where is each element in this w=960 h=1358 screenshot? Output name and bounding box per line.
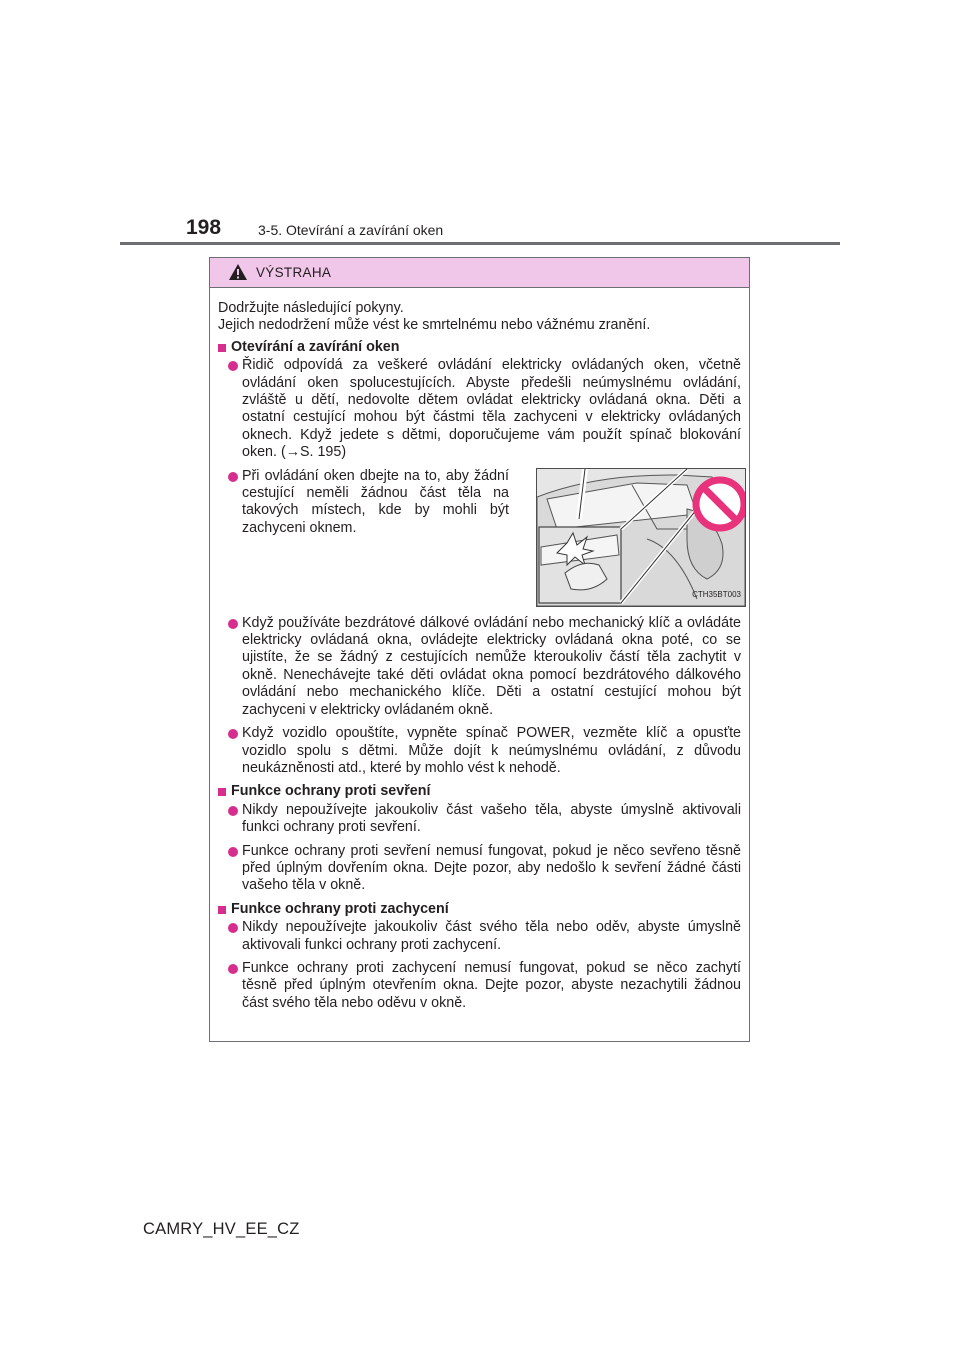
bullet-dot-icon bbox=[228, 729, 238, 739]
square-bullet-icon bbox=[218, 344, 226, 352]
bullet-dot-icon bbox=[228, 472, 238, 482]
intro-text bbox=[218, 300, 741, 335]
section-heading: Funkce ochrany proti sevření bbox=[218, 783, 741, 800]
warning-box bbox=[209, 257, 750, 1042]
intro-line-2: Jejich nedodržení může vést ke smrtelnému nebo vážnému zranění. bbox=[218, 317, 651, 334]
warning-triangle-icon bbox=[228, 263, 248, 281]
model-code: CAMRY_HV_EE_CZ bbox=[143, 1220, 300, 1238]
bullet-dot-icon bbox=[228, 964, 238, 974]
warning-body bbox=[210, 288, 749, 1012]
bullet-dot-icon bbox=[228, 806, 238, 816]
section-title: 3-5. Otevírání a zavírání oken bbox=[258, 222, 444, 238]
list-item: Funkce ochrany proti zachycení nemusí fungovat, pokud se něco zachytí těsně před úplným otevřením okna. Dejte pozor, abyste nezachytili žádnou část svého těla nebo oděvu v okně. bbox=[218, 960, 741, 1012]
bullet-dot-icon bbox=[228, 923, 238, 933]
intro-line-1: Dodržujte následující pokyny. bbox=[218, 300, 404, 316]
page-number: 198 bbox=[186, 216, 222, 239]
list-item: Při ovládání oken dbejte na to, aby žádní cestující neměli žádnou část těla na takových místech, kde by mohli být zachyceni oknem. bbox=[218, 468, 509, 538]
warning-title: VÝSTRAHA bbox=[256, 265, 332, 280]
list-item: Řidič odpovídá za veškeré ovládání elektricky ovládaných oken, včetně ovládání oken spolucestujících. Abyste předešli neúmyslnému ovládání, zvláště u dětí, nedovolte dětem ovládat elektricky ovládaná okna. Děti a ostatní cestující mohou být částmi těla zachyceni v elektricky ovládaných oknech. Když jedete s dětmi, doporučujeme vám použít spínač blokování oken. (→S. 195) bbox=[218, 357, 741, 461]
bullet-dot-icon bbox=[228, 847, 238, 857]
header-rule bbox=[120, 242, 840, 245]
list-item: Nikdy nepoužívejte jakoukoliv část svého těla nebo oděv, abyste úmyslně aktivovali funkci ochrany proti zachycení. bbox=[218, 919, 741, 954]
warning-header bbox=[210, 258, 749, 288]
bullet-dot-icon bbox=[228, 361, 238, 371]
list-item: Nikdy nepoužívejte jakoukoliv část vašeho těla, abyste úmyslně aktivovali funkci ochrany proti sevření. bbox=[218, 802, 741, 837]
list-item: Když používáte bezdrátové dálkové ovládání nebo mechanický klíč a ovládáte elektricky ovládaná okna, ovládejte elektricky ovládaná okna poté, co se ujistíte, že se žádný z cestujících nemůže kteroukoliv částí těla zachytit v okně. Nenechávejte také děti ovládat okna pomocí bezdrátového dálkového ovládání nebo mechanického klíče. Děti a ostatní cestující mohou být zachyceni v elektricky ovládaném okně. bbox=[218, 615, 741, 719]
square-bullet-icon bbox=[218, 788, 226, 796]
figure-label: CTH35BT003 bbox=[692, 590, 741, 600]
section-heading: Funkce ochrany proti zachycení bbox=[218, 901, 741, 918]
window-pinch-illustration bbox=[536, 468, 746, 607]
list-item: Když vozidlo opouštíte, vypněte spínač POWER, vezměte klíč a opusťte vozidlo spolu s dětmi. Může dojít k neúmyslnému ovládání, z důvodu neukázněnosti atd., které by mohlo vést k nehodě. bbox=[218, 725, 741, 777]
section-heading: Otevírání a zavírání oken bbox=[218, 339, 741, 356]
bullet-dot-icon bbox=[228, 619, 238, 629]
item-with-figure bbox=[218, 468, 741, 611]
car-window-hand-icon bbox=[537, 469, 745, 606]
list-item: Funkce ochrany proti sevření nemusí fungovat, pokud je něco sevřeno těsně před úplným dovřením okna. Dejte pozor, aby nedošlo k sevření žádné části vašeho těla v okně. bbox=[218, 843, 741, 895]
square-bullet-icon bbox=[218, 906, 226, 914]
